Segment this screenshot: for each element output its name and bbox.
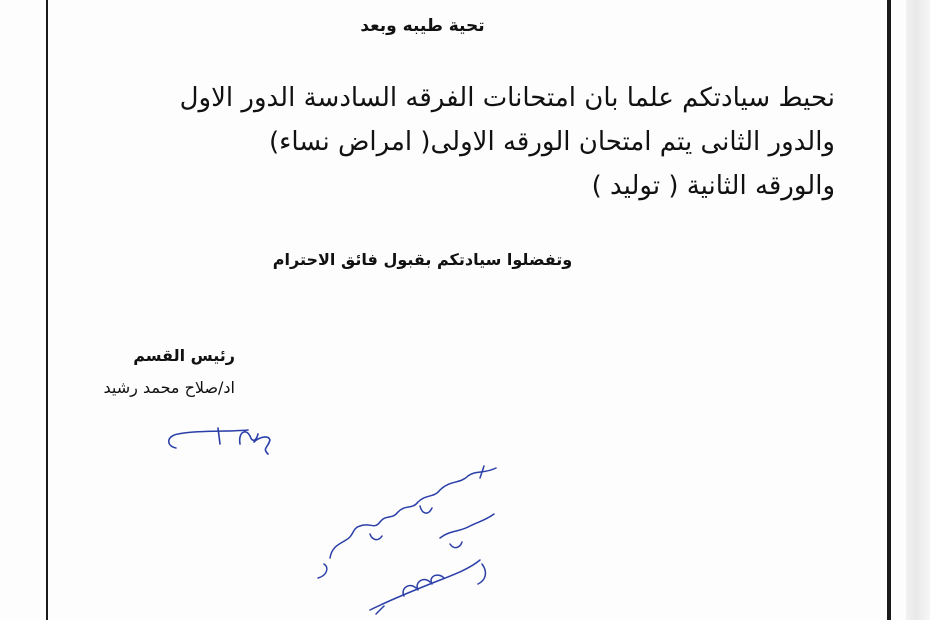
letter-closing: وتفضلوا سيادتكم بقبول فائق الاحترام bbox=[272, 250, 573, 269]
signature-block bbox=[100, 0, 260, 620]
body-line: نحيط سيادتكم علما بان امتحانات الفرقه السادسة الدور الاول bbox=[179, 83, 835, 113]
signature-scribble-icon bbox=[158, 418, 288, 458]
page-border-right bbox=[887, 0, 891, 620]
signatory-name: اد/صلاح محمد رشيد bbox=[103, 378, 235, 397]
scan-edge bbox=[906, 0, 930, 620]
page-border-left bbox=[46, 0, 48, 620]
handwritten-note-icon bbox=[300, 460, 540, 620]
body-line: والورقه الثانية ( توليد ) bbox=[591, 171, 835, 201]
signatory-title: رئيس القسم bbox=[133, 346, 235, 365]
letter-greeting: تحية طيبه وبعد bbox=[360, 16, 485, 36]
body-line: والدور الثانى يتم امتحان الورقه الاولى( امراض نساء) bbox=[268, 127, 835, 157]
